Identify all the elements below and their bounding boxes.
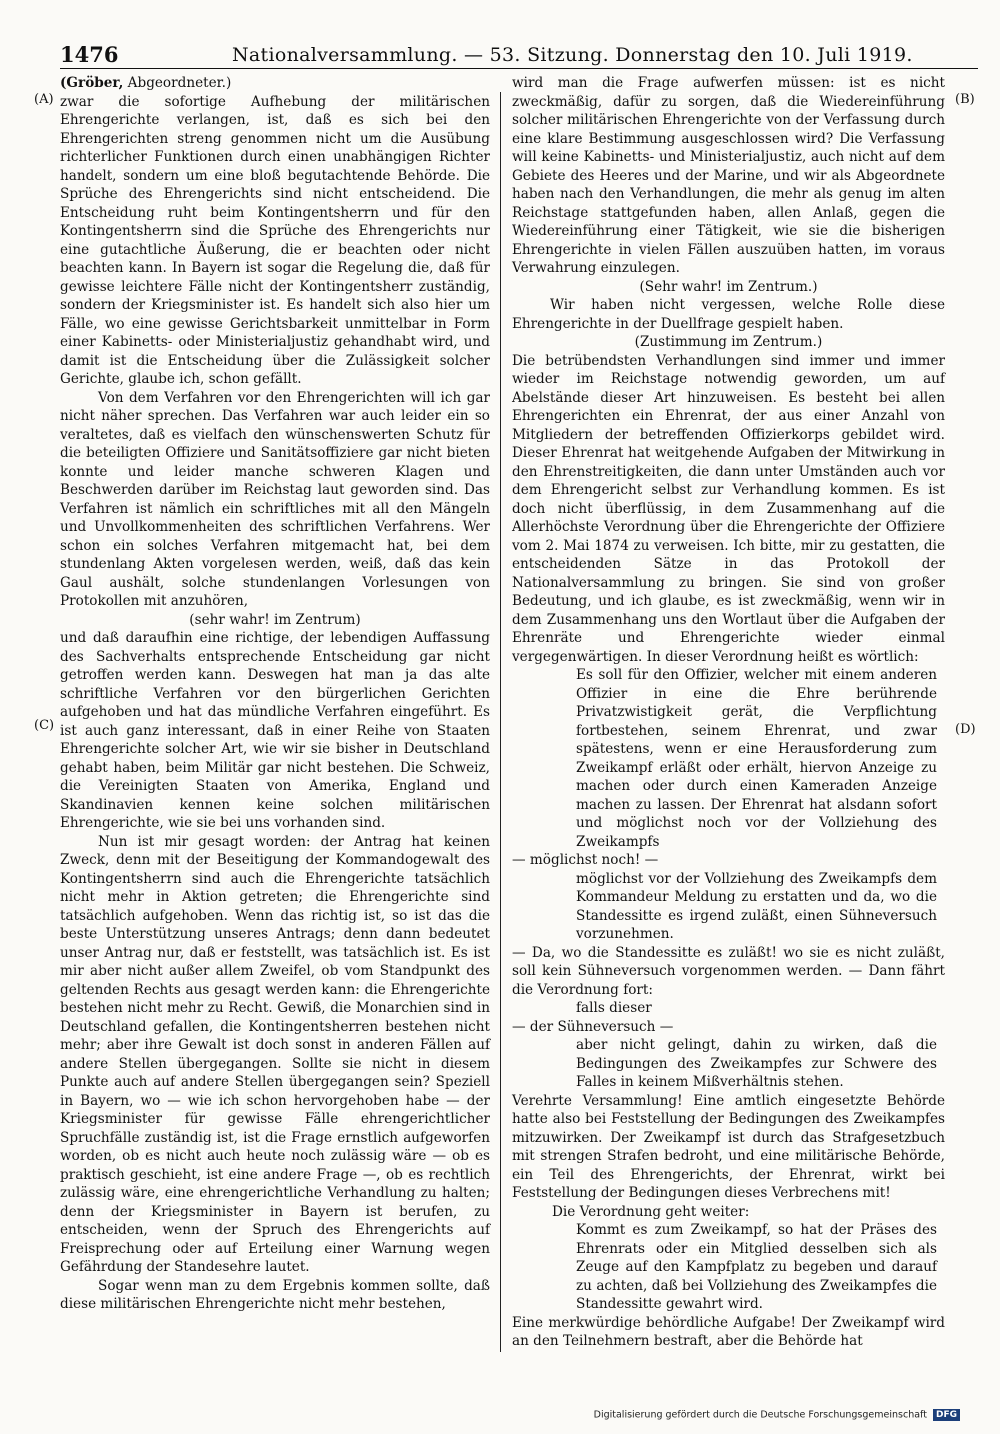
quoted-regulation: möglichst vor der Vollziehung des Zweikampfs dem Kommandeur Meldung zu erstatten und da, wo die Standessitte es irgend zuläßt, einen Sühneversuch vorzunehmen. [576,870,937,942]
paragraph: Sogar wenn man zu dem Ergebnis kommen sollte, daß diese militärischen Ehrengerichte nicht mehr bestehen, [60,1277,490,1312]
quoted-regulation: falls dieser [576,1000,652,1016]
footer [594,1409,960,1421]
paragraph: Eine merkwürdige behördliche Aufgabe! Der Zweikampf wird an den Teilnehmern bestraft, aber die Behörde hat [512,1314,945,1349]
margin-marker-b: (B) [955,92,975,107]
paragraph: und daß daraufhin eine richtige, der lebendigen Auffassung des Sachverhalts entsprechende Entscheidung gar nicht getroffen werden kann. Deswegen hat man ja das alte schriftliche Verfahren vor den bürgerlichen Gerichten aufgehoben und hat das mündliche Verfahren eingeführt. Es ist auch ganz interessant, daß in einer Reihe von Staaten Ehrengerichte solcher Art, wie wir sie bisher in Deutschland gehabt haben, beim Militär gar nicht bestehen. Die Schweiz, die Vereinigten Staaten von Amerika, England und Skandinavien kennen keine solchen militärischen Ehrengerichte, wie sie bei uns vorhanden sind. [60,630,490,831]
paragraph: Nun ist mir gesagt worden: der Antrag hat keinen Zweck, denn mit der Beseitigung der Kommandogewalt des Kontingentsherrn sind auch die Ehrengerichte tatsächlich nicht mehr in Aktion getreten; die Ehrengerichte sind tatsächlich aufgehoben. Wenn das richtig ist, so ist das die beste Unterstützung unseres Antrags; denn dann bedeutet unser Antrag nur, daß er feststellt, was tatsächlich ist. Es ist mir aber nicht außer allem Zweifel, ob vom Standpunkt des geltenden Rechts aus gesagt werden kann: die Ehrengerichte bestehen nicht mehr zu Recht. Gewiß, die Monarchien sind in Deutschland gefallen, die Kontingentsherren bestehen nicht mehr; aber ihre Gewalt ist doch sonst in anderen Fällen auf andere Stellen übergegangen. Sollte sie nicht in diesem Punkte auch auf andere Stellen übergegangen sein? Speziell in Bayern, wo — wie ich schon hervorgehoben habe — der Kriegsminister für gewisse Fälle ehrengerichtlicher Spruchfälle zuständig ist, ist die Frage ernstlich aufgeworfen worden, ob es nicht auch heute noch zulässig wäre — ob es praktisch geschieht, ist eine andere Frage —, ob es rechtlich zulässig wäre, eine ehrengerichtliche Verhandlung zu halten; denn der Kriegsminister in Bayern ist berufen, zu entscheiden, wenn der Spruch des Ehrengerichts auf Freisprechung oder auf Erteilung einer Warnung wegen Gefährdung der Standesehre lautet. [60,833,490,1275]
paragraph: Verehrte Versammlung! Eine amtlich eingesetzte Behörde hatte also bei Feststellung der Bedingungen des Zweikampfes mitzuwirken. Der Zweikampf ist durch das Strafgesetzbuch mit strengen Strafen bedroht, und eine militärische Behörde, ein Teil des Ehrengerichts, der Ehrenrat, wirkt bei Feststellung der Bedingungen dieses Verbrechens mit! [512,1092,945,1201]
dfg-logo: DFG [933,1409,960,1421]
paragraph: zwar die sofortige Aufhebung der militärischen Ehrengerichte verlangen, ist, daß es sich bei den Ehrengerichten streng genommen nicht um die Ausübung richterlicher Funktionen durch einen unabhängigen Richter handelt, sondern um eine bloß begutachtende Behörde. Die Sprüche des Ehrengerichts sind nicht entscheidend. Die Entscheidung ruht beim Kontingentsherrn und für den Kontingentsherrn sind die Sprüche des Ehrengerichts nur eine gutachtliche Äußerung, die er beachten oder nicht beachten kann. In Bayern ist sogar die Regelung die, daß für gewisse leichtere Fälle nicht der Kontingentsherr zuständig, sondern der Kriegsminister ist. Es handelt sich also hier um Fälle, wo eine gewisse Gerichtsbarkeit unmittelbar in Form einer Kabinetts- oder Ministerialjustiz gehandhabt wird, und damit ist die Entscheidung über die Zulässigkeit solcher Gerichte, glaube ich, schon gefällt. [60,93,490,387]
margin-marker-a: (A) [34,92,54,107]
interjection: (Sehr wahr! im Zentrum.) [639,278,818,295]
column-divider [500,92,501,1352]
page-header [60,40,978,69]
paragraph: Wir haben nicht vergessen, welche Rolle diese Ehrengerichte in der Duellfrage gespielt haben. [512,297,945,332]
quoted-regulation: Es soll für den Offizier, welcher mit einem anderen Offizier in eine die Ehre berührende Privatzwistigkeit gerät, die Verpflichtung fortbestehen, seinem Ehrenrat, und zwar spätestens, wenn er eine Herausforderung zum Zweikampf erläßt oder erhält, hiervon Anzeige zu machen oder durch einen Kameraden Anzeige machen zu lassen. Der Ehrenrat hat alsdann sofort und möglichst noch vor der Vollziehung des Zweikampfs [576,667,937,850]
margin-marker-d: (D) [955,722,976,737]
footer-text: Digitalisierung gefördert durch die Deutsche Forschungsgemeinschaft [593,1409,927,1421]
paragraph: Die betrübendsten Verhandlungen sind immer und immer wieder im Reichstage notwendig geworden, um auf Abelstände dieser Art hinzuweisen. Es besteht bei allen Ehrengerichten ein Ehrenrat, der aus einer Anzahl von Mitgliedern der betreffenden Offizierkorps gebildet wird. Dieser Ehrenrat hat weitgehende Aufgaben der Mitwirkung in den Ehrenstreitigkeiten, die dann unter Umständen auch vor dem Ehrengericht selbst zur Verhandlung kommen. Es ist doch nicht überflüssig, in dem Zusammenhang auf die Allerhöchste Verordnung über die Ehrengerichte der Offiziere vom 2. Mai 1874 zu verweisen. Ich bitte, mir zu gestatten, die entscheidenden Sätze in das Protokoll der Nationalversammlung zu bringen. Sie sind von großer Bedeutung, und ich glaube, es ist zweckmäßig, wenn wir in dem Zusammenhang uns den Wortlaut über die Aufgaben der Ehrenräte und Ehrengerichte wieder einmal vergegenwärtigen. In dieser Verordnung heißt es wörtlich: [512,352,945,665]
speaker-line [60,74,490,93]
margin-marker-c: (C) [34,718,55,733]
right-column [512,74,945,1351]
interjection: (Zustimmung im Zentrum.) [634,334,823,350]
interjection: (sehr wahr! im Zentrum) [189,611,361,628]
running-title: Nationalversammlung. — 53. Sitzung. Donnerstag den 10. Juli 1919. [232,44,913,66]
paragraph: Von dem Verfahren vor den Ehrengerichten will ich gar nicht näher sprechen. Das Verfahren war auch leider ein so veraltetes, daß es vielfach den wünschenswerten Schutz für die beteiligten Offiziere und Sanitätsoffiziere gar nicht bieten konnte und leider manche schweren Klagen und Beschwerden darüber im Reichstag laut geworden sind. Das Verfahren ist nämlich ein schriftliches mit all den Mängeln und Unvollkommenheiten des schriftlichen Verfahrens. Wer schon ein solches Verfahren mitgemacht hat, bei dem stundenlang Akten vorgelesen werden, weiß, daß das kein Gaul aushält, solche stundenlangen Vorlesungen von Protokollen mit anzuhören, [60,389,490,609]
paragraph: — der Sühneversuch — [512,1018,674,1035]
paragraph: — Da, wo die Standessitte es zuläßt! wo sie es nicht zuläßt, soll kein Sühneversuch vorgenommen werden. — Dann fährt die Verordnung fort: [512,944,945,998]
left-column [60,74,490,1314]
quoted-regulation: Kommt es zum Zweikampf, so hat der Präses des Ehrenrats oder ein Mitglied desselben sich als Zeuge auf den Kampfplatz zu begeben und darauf zu achten, daß bei Vollziehung des Zweikampfes die Standessitte gewahrt wird. [576,1222,937,1312]
speaker-name: (Gröber, [60,75,124,91]
quoted-regulation: aber nicht gelingt, dahin zu wirken, daß die Bedingungen des Zweikampfes zur Schwere des Falles in keinem Mißverhältnis stehen. [576,1037,937,1090]
paragraph: — möglichst noch! — [512,852,659,868]
paragraph: wird man die Frage aufwerfen müssen: ist es nicht zweckmäßig, dafür zu sorgen, daß die Wiedereinführung solcher militärischen Ehrengerichte von der Verfassung durch eine klare Bestimmung ausgeschlossen wird? Die Verfassung will keine Kabinetts- und Ministerialjustiz, auch nicht auf dem Gebiete des Heeres und der Marine, und wir als Abgeordnete haben nach den Verhandlungen, die mehr als genug im alten Reichstage stattgefunden haben, allen Anlaß, gegen die Wiedereinführung einer Tätigkeit, wie sie die bisherigen Ehrengerichte in vielen Fällen auszuüben hatten, im voraus Verwahrung einzulegen. [512,75,945,276]
paragraph: Die Verordnung geht weiter: [552,1203,750,1220]
page-number: 1476 [60,42,119,67]
speaker-role: Abgeordneter.) [127,75,232,91]
